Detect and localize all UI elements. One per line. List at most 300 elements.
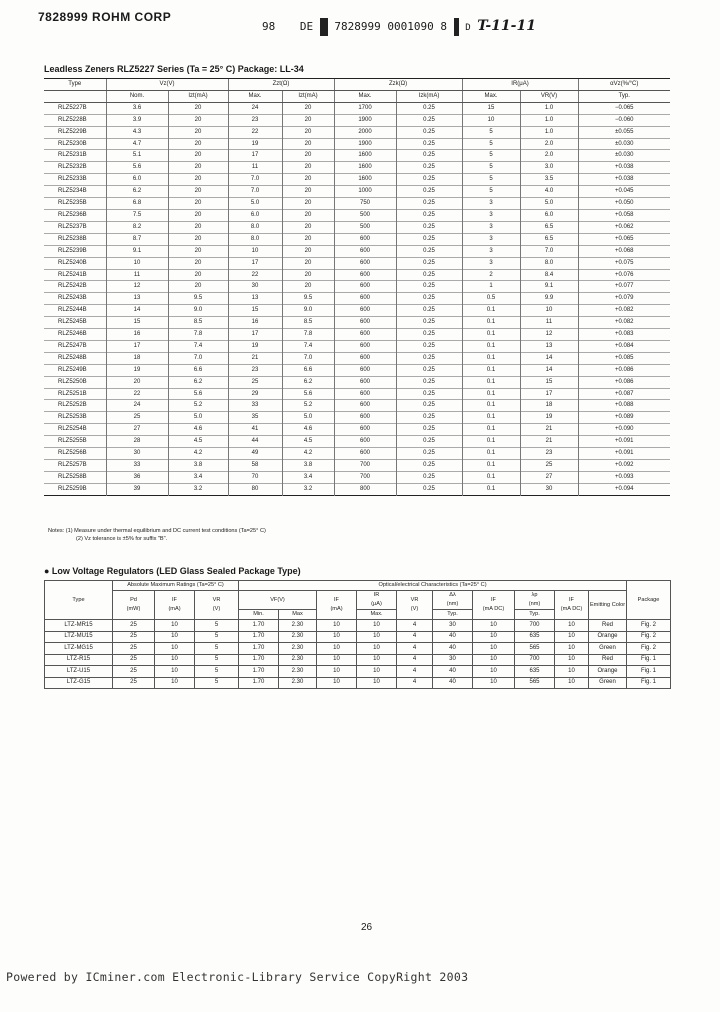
cell-vfmin: 1.70 — [239, 654, 279, 666]
cell-vr: 7.0 — [520, 245, 578, 257]
cell-tc: +0.089 — [578, 412, 670, 424]
cell-vfmax: 2.30 — [279, 620, 317, 632]
cell-lp: 565 — [515, 643, 555, 655]
cell-izk: 0.25 — [396, 150, 462, 162]
cell-vr: 19 — [520, 412, 578, 424]
table-row — [44, 400, 670, 412]
table-row — [44, 138, 670, 150]
cell-vr: 5 — [195, 631, 239, 643]
cell-izt2: 5.2 — [282, 400, 334, 412]
cell-vfif: 10 — [317, 654, 357, 666]
cell-izt2: 7.4 — [282, 340, 334, 352]
cell-vr: 12 — [520, 329, 578, 341]
cell-tc: +0.087 — [578, 388, 670, 400]
cell-nom: 3.9 — [106, 114, 168, 126]
cell-type: RLZ5227B — [58, 104, 87, 111]
cell-vr: 6.5 — [520, 233, 578, 245]
cell-zzk: 1600 — [334, 174, 396, 186]
table-row — [44, 460, 670, 472]
cell-izk: 0.25 — [396, 483, 462, 495]
cell-type: RLZ5246B — [58, 331, 87, 338]
cell-tc: ±0.055 — [578, 126, 670, 138]
led-ir-label: IR — [373, 592, 380, 598]
cell-ir: 0.1 — [462, 388, 520, 400]
cell-tc: +0.045 — [578, 186, 670, 198]
cell-vr: 21 — [520, 424, 578, 436]
cell-nom: 39 — [106, 483, 168, 495]
cell-zzk: 1600 — [334, 162, 396, 174]
cell-zzk: 600 — [334, 293, 396, 305]
cell-ir: 3 — [462, 198, 520, 210]
led-col-dl-typ: Typ. — [433, 610, 473, 620]
table-row — [44, 150, 670, 162]
cell-zzk: 600 — [334, 281, 396, 293]
table-row — [44, 424, 670, 436]
cell-type: RLZ5258B — [58, 473, 87, 480]
subcol-tc-typ: Typ. — [578, 90, 670, 102]
cell-zzt: 6.0 — [228, 209, 282, 221]
cell-izt2: 20 — [282, 150, 334, 162]
cell-izt: 5.2 — [168, 400, 228, 412]
cell-if: 10 — [155, 654, 195, 666]
cell-izt2: 5.0 — [282, 412, 334, 424]
cell-vr: 13 — [520, 340, 578, 352]
cell-type: RLZ5249B — [58, 366, 87, 373]
cell-zzt: 10 — [228, 245, 282, 257]
cell-tc: +0.083 — [578, 329, 670, 341]
cell-izt2: 7.0 — [282, 352, 334, 364]
led-col-ir-vr — [397, 591, 433, 620]
cell-vfmin: 1.70 — [239, 631, 279, 643]
led-col-dl — [433, 591, 473, 610]
cell-type: RLZ5230B — [58, 140, 87, 147]
cell-tc: +0.062 — [578, 221, 670, 233]
cell-zzk: 700 — [334, 460, 396, 472]
cell-ir: 0.1 — [462, 460, 520, 472]
cell-ir: 0.1 — [462, 483, 520, 495]
cell-tc: +0.094 — [578, 483, 670, 495]
cell-type: RLZ5231B — [58, 152, 87, 159]
led-dl-unit: (nm) — [446, 601, 459, 607]
cell-ir: 0.1 — [462, 317, 520, 329]
cell-vr: 9.1 — [520, 281, 578, 293]
cell-zzt: 44 — [228, 436, 282, 448]
cell-tc: +0.088 — [578, 400, 670, 412]
cell-nom: 15 — [106, 317, 168, 329]
cell-irvr: 4 — [397, 677, 433, 689]
cell-vfif: 10 — [317, 643, 357, 655]
cell-tc: +0.091 — [578, 436, 670, 448]
cell-izt: 9.5 — [168, 293, 228, 305]
cell-izt: 20 — [168, 269, 228, 281]
table-row — [45, 677, 671, 689]
cell-izt: 9.0 — [168, 305, 228, 317]
cell-zzt: 35 — [228, 412, 282, 424]
led-col-ir-max: Max. — [357, 610, 397, 620]
cell-type: RLZ5251B — [58, 390, 87, 397]
cell-type: RLZ5234B — [58, 188, 87, 195]
cell-nom: 16 — [106, 329, 168, 341]
subcol-ir-max: Max. — [462, 90, 520, 102]
redaction-block — [320, 18, 328, 36]
cell-zzt: 15 — [228, 305, 282, 317]
table-row — [44, 126, 670, 138]
cell-nom: 10 — [106, 257, 168, 269]
cell-ir: 15 — [462, 102, 520, 114]
cell-izt: 20 — [168, 114, 228, 126]
cell-zzk: 1900 — [334, 114, 396, 126]
cell-nom: 6.8 — [106, 198, 168, 210]
page-number: 26 — [361, 922, 373, 933]
cell-zzk: 1900 — [334, 138, 396, 150]
table-row — [44, 436, 670, 448]
led-table — [44, 580, 671, 689]
cell-ir: 0.1 — [462, 376, 520, 388]
table-row — [44, 257, 670, 269]
cell-izk: 0.25 — [396, 400, 462, 412]
cell-izk: 0.25 — [396, 412, 462, 424]
cell-izk: 0.25 — [396, 138, 462, 150]
cell-vr: 2.0 — [520, 150, 578, 162]
cell-nom: 30 — [106, 448, 168, 460]
cell-zzk: 600 — [334, 388, 396, 400]
cell-ir: 3 — [462, 245, 520, 257]
cell-tc: +0.075 — [578, 257, 670, 269]
cell-type: LTZ-G15 — [45, 677, 113, 689]
cell-color: Orange — [589, 666, 627, 678]
cell-tc: +0.092 — [578, 460, 670, 472]
cell-if: 10 — [155, 620, 195, 632]
cell-ir: 0.1 — [462, 305, 520, 317]
cell-tc: +0.058 — [578, 209, 670, 221]
cell-color: Orange — [589, 631, 627, 643]
cell-vr: 3.5 — [520, 174, 578, 186]
cell-vr: 5 — [195, 620, 239, 632]
cell-nom: 24 — [106, 400, 168, 412]
cell-ir: 10 — [357, 666, 397, 678]
cell-vfif: 10 — [317, 677, 357, 689]
cell-dl: 30 — [433, 620, 473, 632]
zener-table-wrap — [44, 78, 670, 496]
table-row — [44, 471, 670, 483]
cell-izt: 20 — [168, 138, 228, 150]
cell-lp: 635 — [515, 631, 555, 643]
cell-dl: 40 — [433, 643, 473, 655]
cell-vr: 14 — [520, 352, 578, 364]
cell-nom: 33 — [106, 460, 168, 472]
cell-vr: 6.5 — [520, 221, 578, 233]
table-row — [44, 483, 670, 495]
cell-zzt: 5.0 — [228, 198, 282, 210]
cell-tc: +0.091 — [578, 448, 670, 460]
cell-izt: 20 — [168, 281, 228, 293]
cell-nom: 28 — [106, 436, 168, 448]
cell-type: RLZ5253B — [58, 414, 87, 421]
cell-zzt: 17 — [228, 257, 282, 269]
cell-izt: 5.6 — [168, 388, 228, 400]
cell-izt: 20 — [168, 126, 228, 138]
cell-tc: +0.068 — [578, 245, 670, 257]
cell-izt: 4.2 — [168, 448, 228, 460]
table-row — [44, 388, 670, 400]
cell-pkg: Fig. 2 — [627, 643, 671, 655]
cell-vr: 6.0 — [520, 209, 578, 221]
cell-if: 10 — [155, 643, 195, 655]
cell-izt2: 20 — [282, 269, 334, 281]
table-row — [44, 198, 670, 210]
led-vr-unit: (V) — [212, 606, 221, 612]
cell-vr: 30 — [520, 483, 578, 495]
cell-vfif: 10 — [317, 666, 357, 678]
cell-nom: 7.5 — [106, 209, 168, 221]
cell-vfif: 10 — [317, 620, 357, 632]
cell-ir: 2 — [462, 269, 520, 281]
cell-izk: 0.25 — [396, 317, 462, 329]
cell-tc: ±0.030 — [578, 138, 670, 150]
led-col-vf-max: Max — [279, 610, 317, 620]
led-vfif-label: IF — [334, 597, 339, 603]
cell-izt2: 20 — [282, 198, 334, 210]
cell-type: RLZ5241B — [58, 271, 87, 278]
cell-lp: 635 — [515, 666, 555, 678]
cell-vr: 14 — [520, 364, 578, 376]
doc-code-line — [262, 18, 536, 36]
subcol-zzk-max: Max. — [334, 90, 396, 102]
cell-vr: 1.0 — [520, 114, 578, 126]
cell-tc: +0.093 — [578, 471, 670, 483]
cell-izk: 0.25 — [396, 388, 462, 400]
led-pd-unit: (mW) — [126, 606, 141, 612]
cell-vfmin: 1.70 — [239, 666, 279, 678]
cell-izt2: 3.2 — [282, 483, 334, 495]
led-vfif-unit: (mA) — [330, 606, 343, 612]
cell-vfmax: 2.30 — [279, 666, 317, 678]
cell-ir: 0.1 — [462, 340, 520, 352]
led-dlif-unit: (mA DC) — [482, 606, 505, 612]
table-row — [44, 281, 670, 293]
cell-zzk: 600 — [334, 317, 396, 329]
led-col-dl-if — [473, 591, 515, 620]
led-lp-unit: (nm) — [528, 601, 541, 607]
cell-nom: 25 — [106, 412, 168, 424]
cell-dlif: 10 — [473, 654, 515, 666]
cell-dl: 40 — [433, 631, 473, 643]
cell-ir: 0.1 — [462, 471, 520, 483]
cell-izt: 20 — [168, 150, 228, 162]
cell-pd: 25 — [113, 666, 155, 678]
cell-izt2: 4.6 — [282, 424, 334, 436]
cell-type: RLZ5244B — [58, 307, 87, 314]
led-lp-label: λp — [531, 592, 538, 598]
cell-dl: 40 — [433, 666, 473, 678]
cell-type: LTZ-R15 — [45, 654, 113, 666]
cell-nom: 4.3 — [106, 126, 168, 138]
cell-vr: 9.9 — [520, 293, 578, 305]
table-row — [44, 364, 670, 376]
cell-zzk: 1700 — [334, 102, 396, 114]
cell-zzk: 600 — [334, 340, 396, 352]
led-vr-label: VR — [212, 597, 221, 603]
led-col-pkg: Package — [627, 581, 671, 620]
table-row — [45, 654, 671, 666]
note-1: Notes: (1) Measure under thermal equilibrium and DC current test conditions (Ta=25° C) — [48, 528, 266, 534]
cell-izt2: 20 — [282, 114, 334, 126]
cell-nom: 14 — [106, 305, 168, 317]
cell-vfmax: 2.30 — [279, 654, 317, 666]
cell-ir: 0.1 — [462, 448, 520, 460]
cell-type: RLZ5257B — [58, 462, 87, 468]
cell-ir: 10 — [357, 654, 397, 666]
cell-izt2: 20 — [282, 174, 334, 186]
cell-pd: 25 — [113, 654, 155, 666]
cell-zzt: 22 — [228, 126, 282, 138]
cell-ir: 0.1 — [462, 352, 520, 364]
cell-pkg: Fig. 2 — [627, 620, 671, 632]
cell-vr: 17 — [520, 388, 578, 400]
cell-tc: +0.076 — [578, 269, 670, 281]
cell-zzt: 70 — [228, 471, 282, 483]
cell-color: Green — [589, 677, 627, 689]
cell-zzt: 23 — [228, 114, 282, 126]
table-row — [44, 448, 670, 460]
table-row — [44, 209, 670, 221]
led-col-oec: Optical/electrical Characteristics (Ta=25° C) — [239, 581, 627, 591]
cell-tc: +0.085 — [578, 352, 670, 364]
led-col-vf-min: Min. — [239, 610, 279, 620]
cell-vr: 25 — [520, 460, 578, 472]
cell-vfmin: 1.70 — [239, 643, 279, 655]
cell-pd: 25 — [113, 631, 155, 643]
cell-nom: 5.1 — [106, 150, 168, 162]
cell-izt2: 6.2 — [282, 376, 334, 388]
table-row — [44, 269, 670, 281]
cell-type: RLZ5239B — [58, 247, 87, 254]
cell-vfmax: 2.30 — [279, 643, 317, 655]
cell-nom: 8.2 — [106, 221, 168, 233]
cell-dlif: 10 — [473, 677, 515, 689]
cell-pkg: Fig. 1 — [627, 666, 671, 678]
led-dl-label: Δλ — [449, 592, 456, 598]
cell-zzt: 13 — [228, 293, 282, 305]
cell-zzt: 80 — [228, 483, 282, 495]
table-row — [45, 643, 671, 655]
cell-izk: 0.25 — [396, 162, 462, 174]
cell-vr: 21 — [520, 436, 578, 448]
cell-type: RLZ5250B — [58, 378, 87, 385]
cell-type: RLZ5240B — [58, 259, 87, 266]
cell-type: RLZ5242B — [58, 283, 87, 290]
cell-pkg: Fig. 1 — [627, 677, 671, 689]
cell-izt: 7.0 — [168, 352, 228, 364]
cell-ir: 1 — [462, 281, 520, 293]
cell-zzk: 1600 — [334, 150, 396, 162]
cell-vr: 2.0 — [520, 138, 578, 150]
cell-type: RLZ5229B — [58, 128, 87, 135]
cell-ir: 0.1 — [462, 424, 520, 436]
cell-vfmin: 1.70 — [239, 620, 279, 632]
table-row — [44, 162, 670, 174]
cell-izt2: 3.4 — [282, 471, 334, 483]
cell-izt2: 6.6 — [282, 364, 334, 376]
cell-ir: 10 — [357, 631, 397, 643]
cell-nom: 22 — [106, 388, 168, 400]
cell-ir: 5 — [462, 126, 520, 138]
cell-type: RLZ5238B — [58, 235, 87, 242]
company-header: 7828999 ROHM CORP — [38, 10, 172, 24]
col-type: Type — [44, 79, 106, 91]
cell-type: LTZ-U15 — [45, 666, 113, 678]
cell-vr: 5 — [195, 677, 239, 689]
cell-zzt: 21 — [228, 352, 282, 364]
cell-lp: 700 — [515, 620, 555, 632]
cell-izt: 20 — [168, 221, 228, 233]
cell-zzt: 30 — [228, 281, 282, 293]
cell-izt: 5.0 — [168, 412, 228, 424]
cell-zzt: 8.0 — [228, 233, 282, 245]
subcol-zzt-max: Max. — [228, 90, 282, 102]
cell-izk: 0.25 — [396, 376, 462, 388]
cell-izk: 0.25 — [396, 186, 462, 198]
led-section-title: ● Low Voltage Regulators (LED Glass Sealed Package Type) — [44, 566, 301, 576]
cell-ir: 5 — [462, 186, 520, 198]
cell-izk: 0.25 — [396, 257, 462, 269]
led-col-lp — [515, 591, 555, 610]
cell-izt: 20 — [168, 257, 228, 269]
table-row — [45, 620, 671, 632]
cell-lp: 565 — [515, 677, 555, 689]
led-irvr-unit: (V) — [410, 606, 419, 612]
zener-notes — [48, 527, 266, 543]
cell-zzt: 23 — [228, 364, 282, 376]
cell-izt2: 3.8 — [282, 460, 334, 472]
doc-code-de: DE — [299, 20, 314, 33]
cell-izt: 6.6 — [168, 364, 228, 376]
cell-tc: +0.090 — [578, 424, 670, 436]
table-row — [44, 376, 670, 388]
cell-izt: 6.2 — [168, 376, 228, 388]
cell-izt2: 20 — [282, 138, 334, 150]
cell-zzk: 700 — [334, 471, 396, 483]
cell-color: Red — [589, 654, 627, 666]
cell-vr: 5 — [195, 643, 239, 655]
cell-lpif: 10 — [555, 677, 589, 689]
cell-type: RLZ5232B — [58, 164, 87, 171]
col-zzk: Zzk(Ω) — [334, 79, 462, 91]
cell-type: RLZ5252B — [58, 402, 87, 409]
cell-type: LTZ-MR15 — [45, 620, 113, 632]
doc-code-main: 7828999 0001090 8 — [334, 20, 447, 33]
cell-type: RLZ5256B — [58, 450, 87, 457]
cell-tc: +0.077 — [578, 281, 670, 293]
led-col-if — [155, 591, 195, 620]
cell-vr: 8.4 — [520, 269, 578, 281]
cell-vr: 1.0 — [520, 102, 578, 114]
cell-izt: 4.5 — [168, 436, 228, 448]
cell-type: RLZ5233B — [58, 176, 87, 183]
col-ir: IR(μA) — [462, 79, 578, 91]
led-if-label: IF — [172, 597, 177, 603]
cell-nom: 3.6 — [106, 102, 168, 114]
cell-vr: 3.0 — [520, 162, 578, 174]
cell-zzt: 19 — [228, 138, 282, 150]
cell-lpif: 10 — [555, 666, 589, 678]
cell-ir: 10 — [357, 643, 397, 655]
col-vz: Vz(V) — [106, 79, 228, 91]
led-table-body — [45, 620, 671, 689]
zener-section-title: Leadless Zeners RLZ5227 Series (Ta = 25° C) Package: LL-34 — [44, 64, 304, 74]
cell-izt: 20 — [168, 233, 228, 245]
led-lpif-unit: (mA DC) — [560, 606, 583, 612]
